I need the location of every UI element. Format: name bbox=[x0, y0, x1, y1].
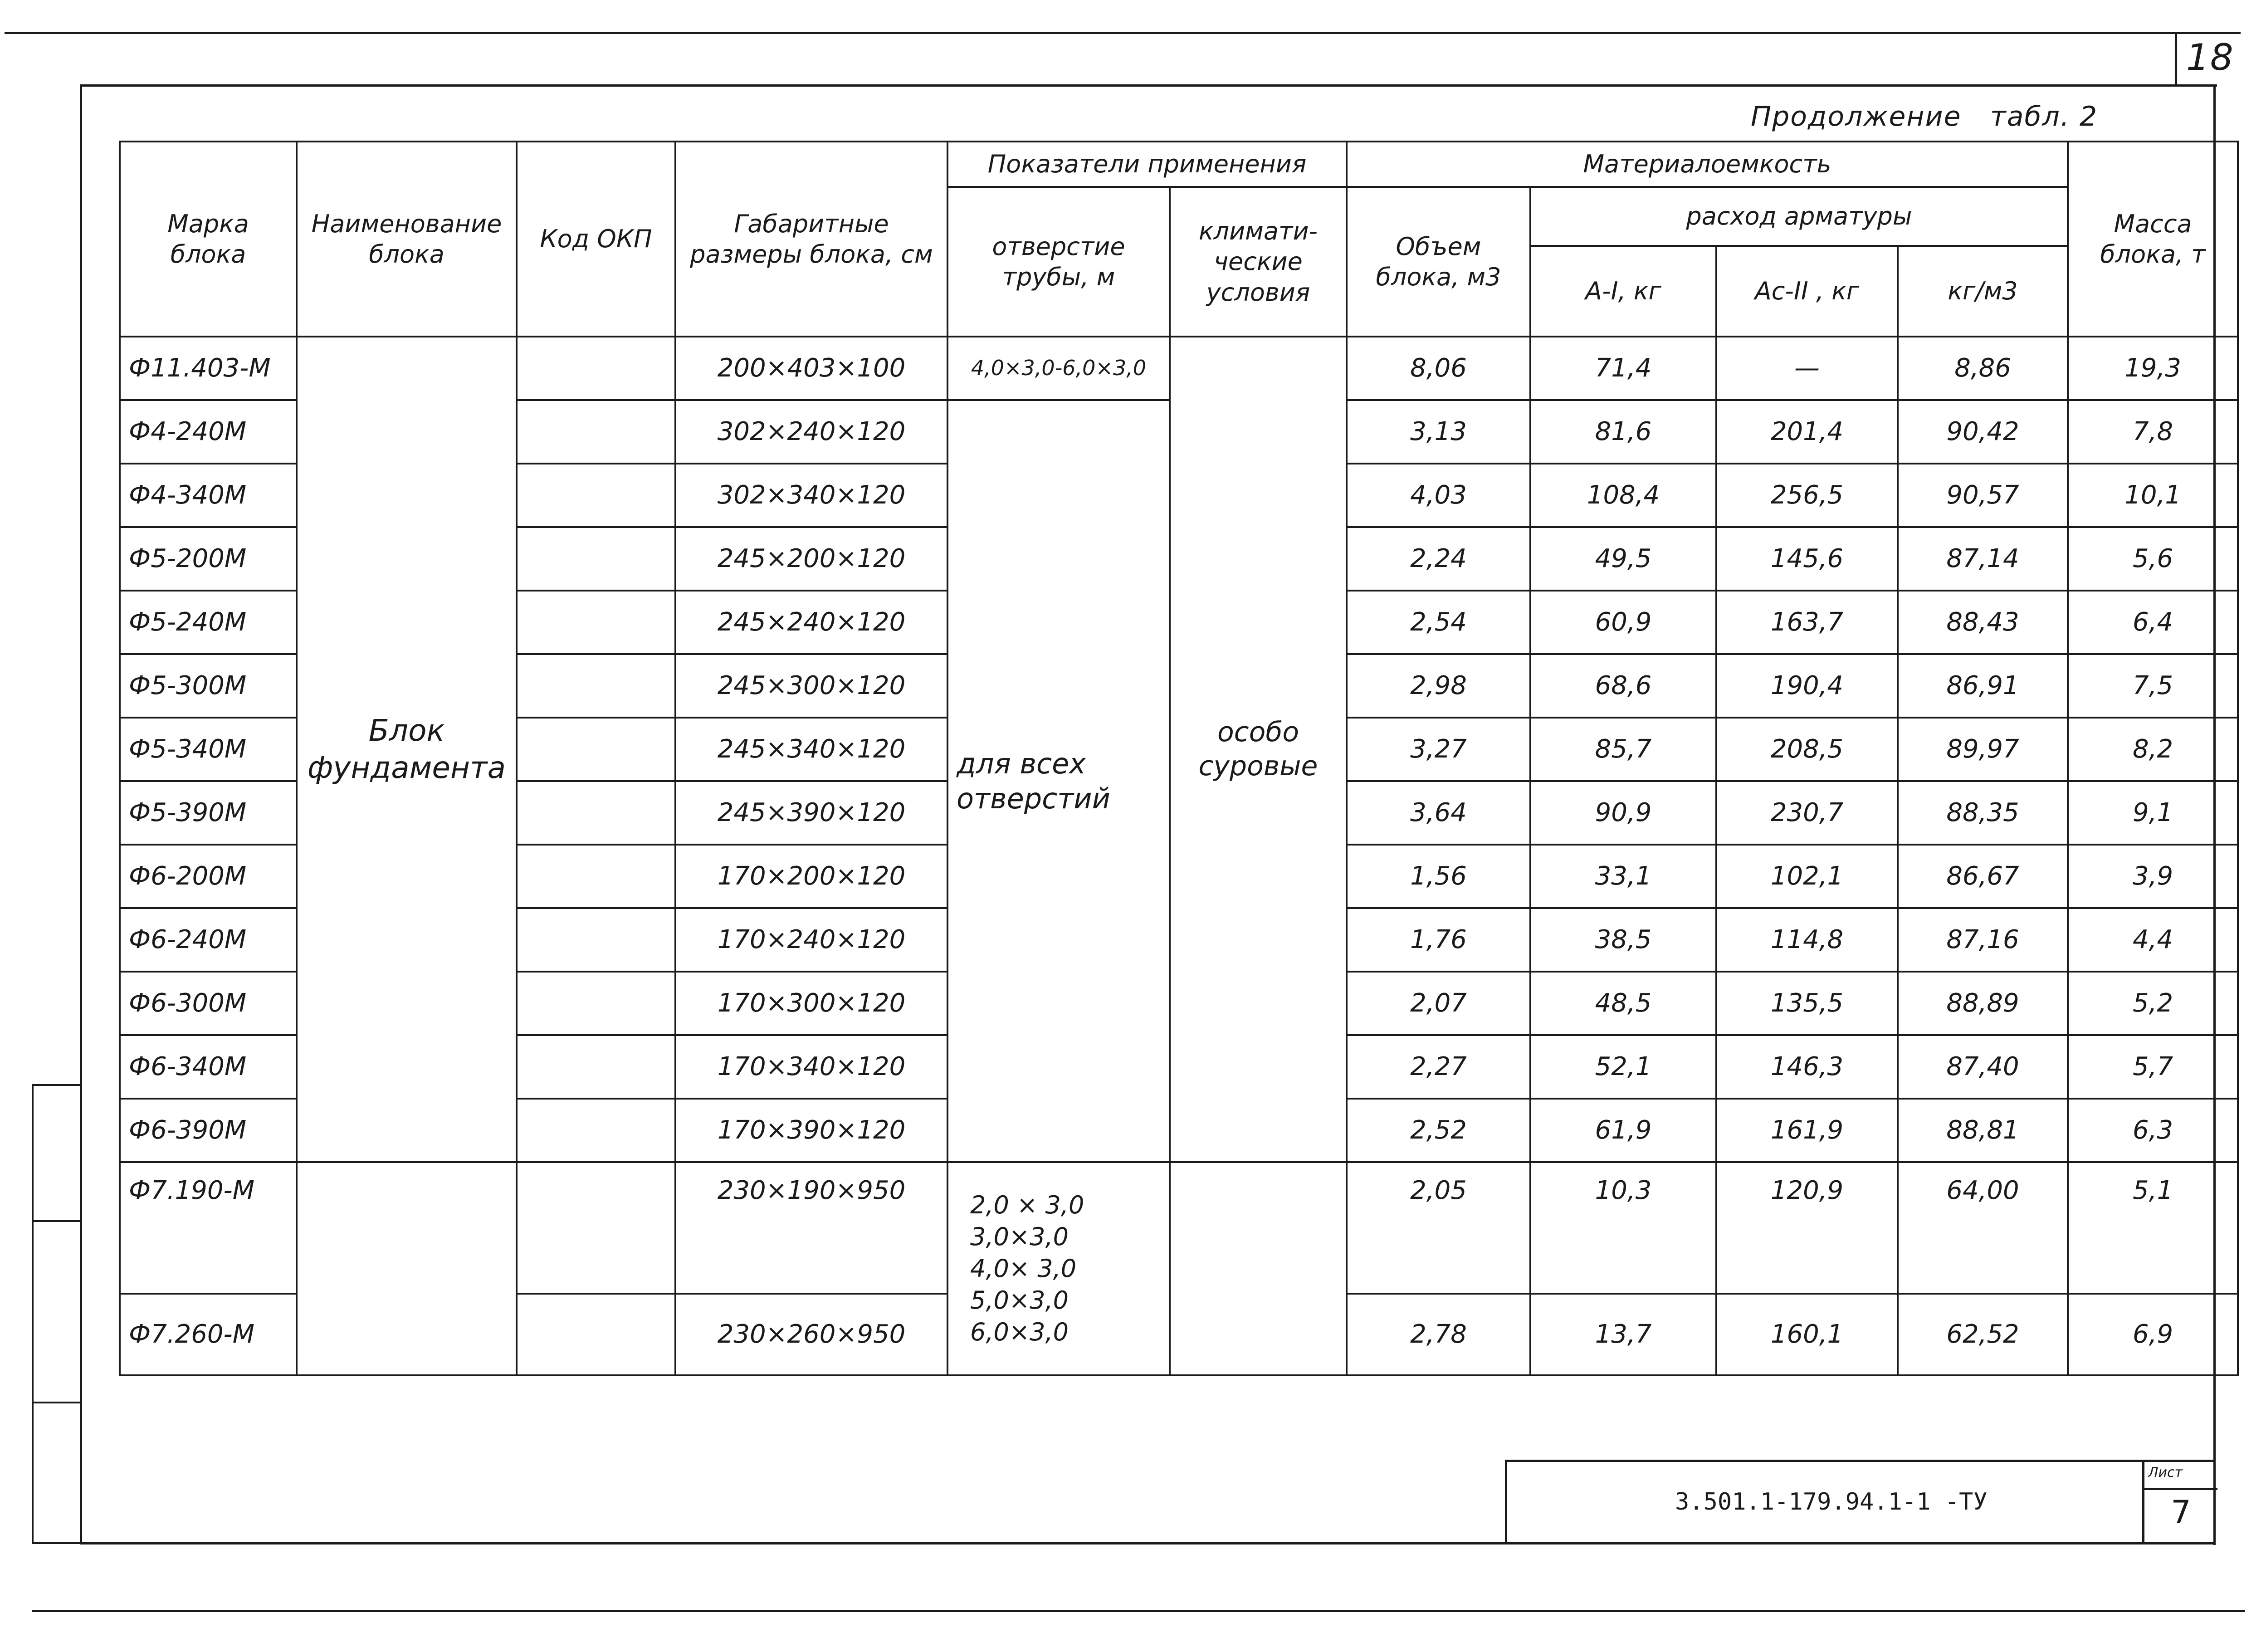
row-a1: 48,5 bbox=[1530, 972, 1716, 1035]
row-volume: 2,78 bbox=[1347, 1294, 1530, 1375]
row-a1: 85,7 bbox=[1530, 718, 1716, 781]
row-mass: 7,5 bbox=[2068, 654, 2238, 718]
row-a2: 163,7 bbox=[1716, 591, 1898, 654]
page-bottom-line bbox=[32, 1610, 2245, 1612]
header-rebar-a1: А-I, кг bbox=[1530, 246, 1716, 337]
row-mark: Ф4-240М bbox=[120, 400, 297, 464]
hole-list-cell bbox=[947, 1162, 1170, 1375]
margin-strip-top bbox=[32, 1084, 82, 1086]
row-dims: 230×190×950 bbox=[675, 1162, 947, 1294]
header-dimensions: Габаритные размеры блока, см bbox=[675, 142, 947, 337]
block-name-cell: Блок фундамента bbox=[297, 337, 517, 1162]
row-kgm3: 62,52 bbox=[1898, 1294, 2068, 1375]
row-mass: 6,9 bbox=[2068, 1294, 2238, 1375]
row-dims: 245×390×120 bbox=[675, 781, 947, 845]
title-sheet-label: Лист bbox=[2148, 1465, 2183, 1481]
header-rebar-group: расход арматуры bbox=[1530, 187, 2068, 246]
row-volume: 3,27 bbox=[1347, 718, 1530, 781]
row-volume: 2,07 bbox=[1347, 972, 1530, 1035]
row-volume: 3,64 bbox=[1347, 781, 1530, 845]
row-a1: 81,6 bbox=[1530, 400, 1716, 464]
row-kgm3: 88,35 bbox=[1898, 781, 2068, 845]
row-dims: 245×340×120 bbox=[675, 718, 947, 781]
row-mark: Ф6-300М bbox=[120, 972, 297, 1035]
row-mass: 19,3 bbox=[2068, 337, 2238, 400]
row-volume: 2,98 bbox=[1347, 654, 1530, 718]
row-mass: 9,1 bbox=[2068, 781, 2238, 845]
row-mass: 4,4 bbox=[2068, 908, 2238, 972]
row-okp bbox=[517, 972, 675, 1035]
row-a1: 90,9 bbox=[1530, 781, 1716, 845]
header-mark: Марка блока bbox=[120, 142, 297, 337]
row-a2: 145,6 bbox=[1716, 527, 1898, 591]
header-name: Наименование блока bbox=[297, 142, 517, 337]
row-mark: Ф4-340М bbox=[120, 464, 297, 527]
margin-strip-bottom bbox=[32, 1542, 82, 1544]
row-volume: 2,27 bbox=[1347, 1035, 1530, 1099]
row-a1: 33,1 bbox=[1530, 845, 1716, 908]
frame-left-line bbox=[80, 85, 82, 1544]
row-a2: 190,4 bbox=[1716, 654, 1898, 718]
row-okp bbox=[517, 337, 675, 400]
row-a1: 13,7 bbox=[1530, 1294, 1716, 1375]
row-mass: 3,9 bbox=[2068, 845, 2238, 908]
row-volume: 8,06 bbox=[1347, 337, 1530, 400]
row-kgm3: 64,00 bbox=[1898, 1162, 2068, 1294]
row-kgm3: 88,89 bbox=[1898, 972, 2068, 1035]
row-a1: 108,4 bbox=[1530, 464, 1716, 527]
row-kgm3: 89,97 bbox=[1898, 718, 2068, 781]
row-mass: 5,6 bbox=[2068, 527, 2238, 591]
row-dims: 245×300×120 bbox=[675, 654, 947, 718]
row-mass: 7,8 bbox=[2068, 400, 2238, 464]
row-dims: 170×390×120 bbox=[675, 1099, 947, 1162]
row-volume: 2,52 bbox=[1347, 1099, 1530, 1162]
row-okp bbox=[517, 1099, 675, 1162]
title-block bbox=[1505, 1460, 2215, 1544]
row-a1: 61,9 bbox=[1530, 1099, 1716, 1162]
climate-cell-lower bbox=[1170, 1162, 1347, 1375]
title-sheet-box bbox=[2142, 1462, 2217, 1544]
row-a2: 146,3 bbox=[1716, 1035, 1898, 1099]
row-a1: 10,3 bbox=[1530, 1162, 1716, 1294]
hole-line: 6,0×3,0 bbox=[970, 1318, 1069, 1347]
frame-inner-top-line bbox=[80, 84, 2217, 87]
sheet-number: 18 bbox=[2186, 36, 2234, 78]
block-name-cell-lower bbox=[297, 1162, 517, 1375]
row-kgm3: 87,16 bbox=[1898, 908, 2068, 972]
row-a1: 71,4 bbox=[1530, 337, 1716, 400]
row-mark: Ф11.403-М bbox=[120, 337, 297, 400]
frame-top-line bbox=[5, 32, 2241, 34]
margin-strip-mid1 bbox=[32, 1220, 82, 1222]
hole-line: 3,0×3,0 bbox=[970, 1222, 1069, 1251]
row-mark: Ф5-340М bbox=[120, 718, 297, 781]
row-dims: 302×240×120 bbox=[675, 400, 947, 464]
hole-line: 5,0×3,0 bbox=[970, 1286, 1069, 1315]
row-kgm3: 8,86 bbox=[1898, 337, 2068, 400]
row-volume: 1,76 bbox=[1347, 908, 1530, 972]
title-sheet-divider bbox=[2144, 1488, 2217, 1490]
row-okp bbox=[517, 400, 675, 464]
row-dims: 245×240×120 bbox=[675, 591, 947, 654]
climate-cell: особо суровые bbox=[1170, 337, 1347, 1162]
row-mass: 6,4 bbox=[2068, 591, 2238, 654]
header-pipe-hole: отверстие трубы, м bbox=[947, 187, 1170, 337]
row-a2: 102,1 bbox=[1716, 845, 1898, 908]
row-volume: 2,24 bbox=[1347, 527, 1530, 591]
row-dims: 170×300×120 bbox=[675, 972, 947, 1035]
row-a2: — bbox=[1716, 337, 1898, 400]
row-kgm3: 87,14 bbox=[1898, 527, 2068, 591]
row-a2: 160,1 bbox=[1716, 1294, 1898, 1375]
row-mark: Ф6-340М bbox=[120, 1035, 297, 1099]
spec-table bbox=[119, 141, 2239, 1376]
row-a2: 114,8 bbox=[1716, 908, 1898, 972]
row-a2: 230,7 bbox=[1716, 781, 1898, 845]
margin-strip-left bbox=[32, 1084, 34, 1542]
row-dims: 302×340×120 bbox=[675, 464, 947, 527]
continuation-label: Продолжение табл. 2 bbox=[1751, 101, 2098, 132]
row-a1: 38,5 bbox=[1530, 908, 1716, 972]
hole-line: 2,0 × 3,0 bbox=[970, 1190, 1084, 1219]
row-mark: Ф5-390М bbox=[120, 781, 297, 845]
row-a1: 52,1 bbox=[1530, 1035, 1716, 1099]
row-mark: Ф5-240М bbox=[120, 591, 297, 654]
row-okp bbox=[517, 908, 675, 972]
row-mark: Ф5-200М bbox=[120, 527, 297, 591]
row-dims: 170×240×120 bbox=[675, 908, 947, 972]
row-mass: 5,1 bbox=[2068, 1162, 2238, 1294]
row-volume: 1,56 bbox=[1347, 845, 1530, 908]
row-a2: 120,9 bbox=[1716, 1162, 1898, 1294]
row-volume: 2,54 bbox=[1347, 591, 1530, 654]
row-dims: 170×200×120 bbox=[675, 845, 947, 908]
row-kgm3: 86,91 bbox=[1898, 654, 2068, 718]
row-kgm3: 90,57 bbox=[1898, 464, 2068, 527]
row-a2: 201,4 bbox=[1716, 400, 1898, 464]
title-sheet-number: 7 bbox=[2171, 1494, 2191, 1531]
header-volume: Объем блока, м3 bbox=[1347, 187, 1530, 337]
row-mark: Ф6-240М bbox=[120, 908, 297, 972]
row-a1: 60,9 bbox=[1530, 591, 1716, 654]
row-mass: 5,2 bbox=[2068, 972, 2238, 1035]
row-okp bbox=[517, 654, 675, 718]
row-okp bbox=[517, 464, 675, 527]
row-volume: 4,03 bbox=[1347, 464, 1530, 527]
row-mark: Ф7.260-М bbox=[120, 1294, 297, 1375]
row-kgm3: 90,42 bbox=[1898, 400, 2068, 464]
row-kgm3: 87,40 bbox=[1898, 1035, 2068, 1099]
header-usage-group: Показатели применения bbox=[947, 142, 1347, 187]
row-kgm3: 86,67 bbox=[1898, 845, 2068, 908]
header-rebar-a2: Ас-II , кг bbox=[1716, 246, 1898, 337]
row-mass: 6,3 bbox=[2068, 1099, 2238, 1162]
row-mass: 5,7 bbox=[2068, 1035, 2238, 1099]
row-a2: 208,5 bbox=[1716, 718, 1898, 781]
row-mark: Ф7.190-М bbox=[120, 1162, 297, 1294]
row-dims: 170×340×120 bbox=[675, 1035, 947, 1099]
row-a1: 68,6 bbox=[1530, 654, 1716, 718]
header-material-group: Материалоемкость bbox=[1347, 142, 2068, 187]
row-hole-first: 4,0×3,0-6,0×3,0 bbox=[947, 337, 1170, 400]
row-a2: 161,9 bbox=[1716, 1099, 1898, 1162]
hole-all-cell: для всех отверстий bbox=[947, 400, 1170, 1162]
row-okp bbox=[517, 845, 675, 908]
sheet-box-left bbox=[2175, 34, 2177, 85]
row-okp bbox=[517, 1035, 675, 1099]
header-climate: климати-ческие условия bbox=[1170, 187, 1347, 337]
row-a2: 256,5 bbox=[1716, 464, 1898, 527]
row-a1: 49,5 bbox=[1530, 527, 1716, 591]
row-dims: 245×200×120 bbox=[675, 527, 947, 591]
row-dims: 200×403×100 bbox=[675, 337, 947, 400]
row-mass: 10,1 bbox=[2068, 464, 2238, 527]
row-okp bbox=[517, 1294, 675, 1375]
header-okp: Код ОКП bbox=[517, 142, 675, 337]
row-mark: Ф5-300М bbox=[120, 654, 297, 718]
row-okp bbox=[517, 781, 675, 845]
hole-line: 4,0× 3,0 bbox=[970, 1254, 1077, 1283]
title-code: 3.501.1-179.94.1-1 -ТУ bbox=[1675, 1488, 1988, 1515]
row-okp bbox=[517, 527, 675, 591]
margin-strip-mid2 bbox=[32, 1402, 82, 1403]
row-kgm3: 88,81 bbox=[1898, 1099, 2068, 1162]
row-mass: 8,2 bbox=[2068, 718, 2238, 781]
row-okp bbox=[517, 1162, 675, 1294]
row-mark: Ф6-200М bbox=[120, 845, 297, 908]
header-rebar-kgm3: кг/м3 bbox=[1898, 246, 2068, 337]
row-dims: 230×260×950 bbox=[675, 1294, 947, 1375]
row-mark: Ф6-390М bbox=[120, 1099, 297, 1162]
row-okp bbox=[517, 591, 675, 654]
row-okp bbox=[517, 718, 675, 781]
row-kgm3: 88,43 bbox=[1898, 591, 2068, 654]
row-volume: 3,13 bbox=[1347, 400, 1530, 464]
header-mass: Масса блока, т bbox=[2068, 142, 2238, 337]
row-volume: 2,05 bbox=[1347, 1162, 1530, 1294]
row-a2: 135,5 bbox=[1716, 972, 1898, 1035]
